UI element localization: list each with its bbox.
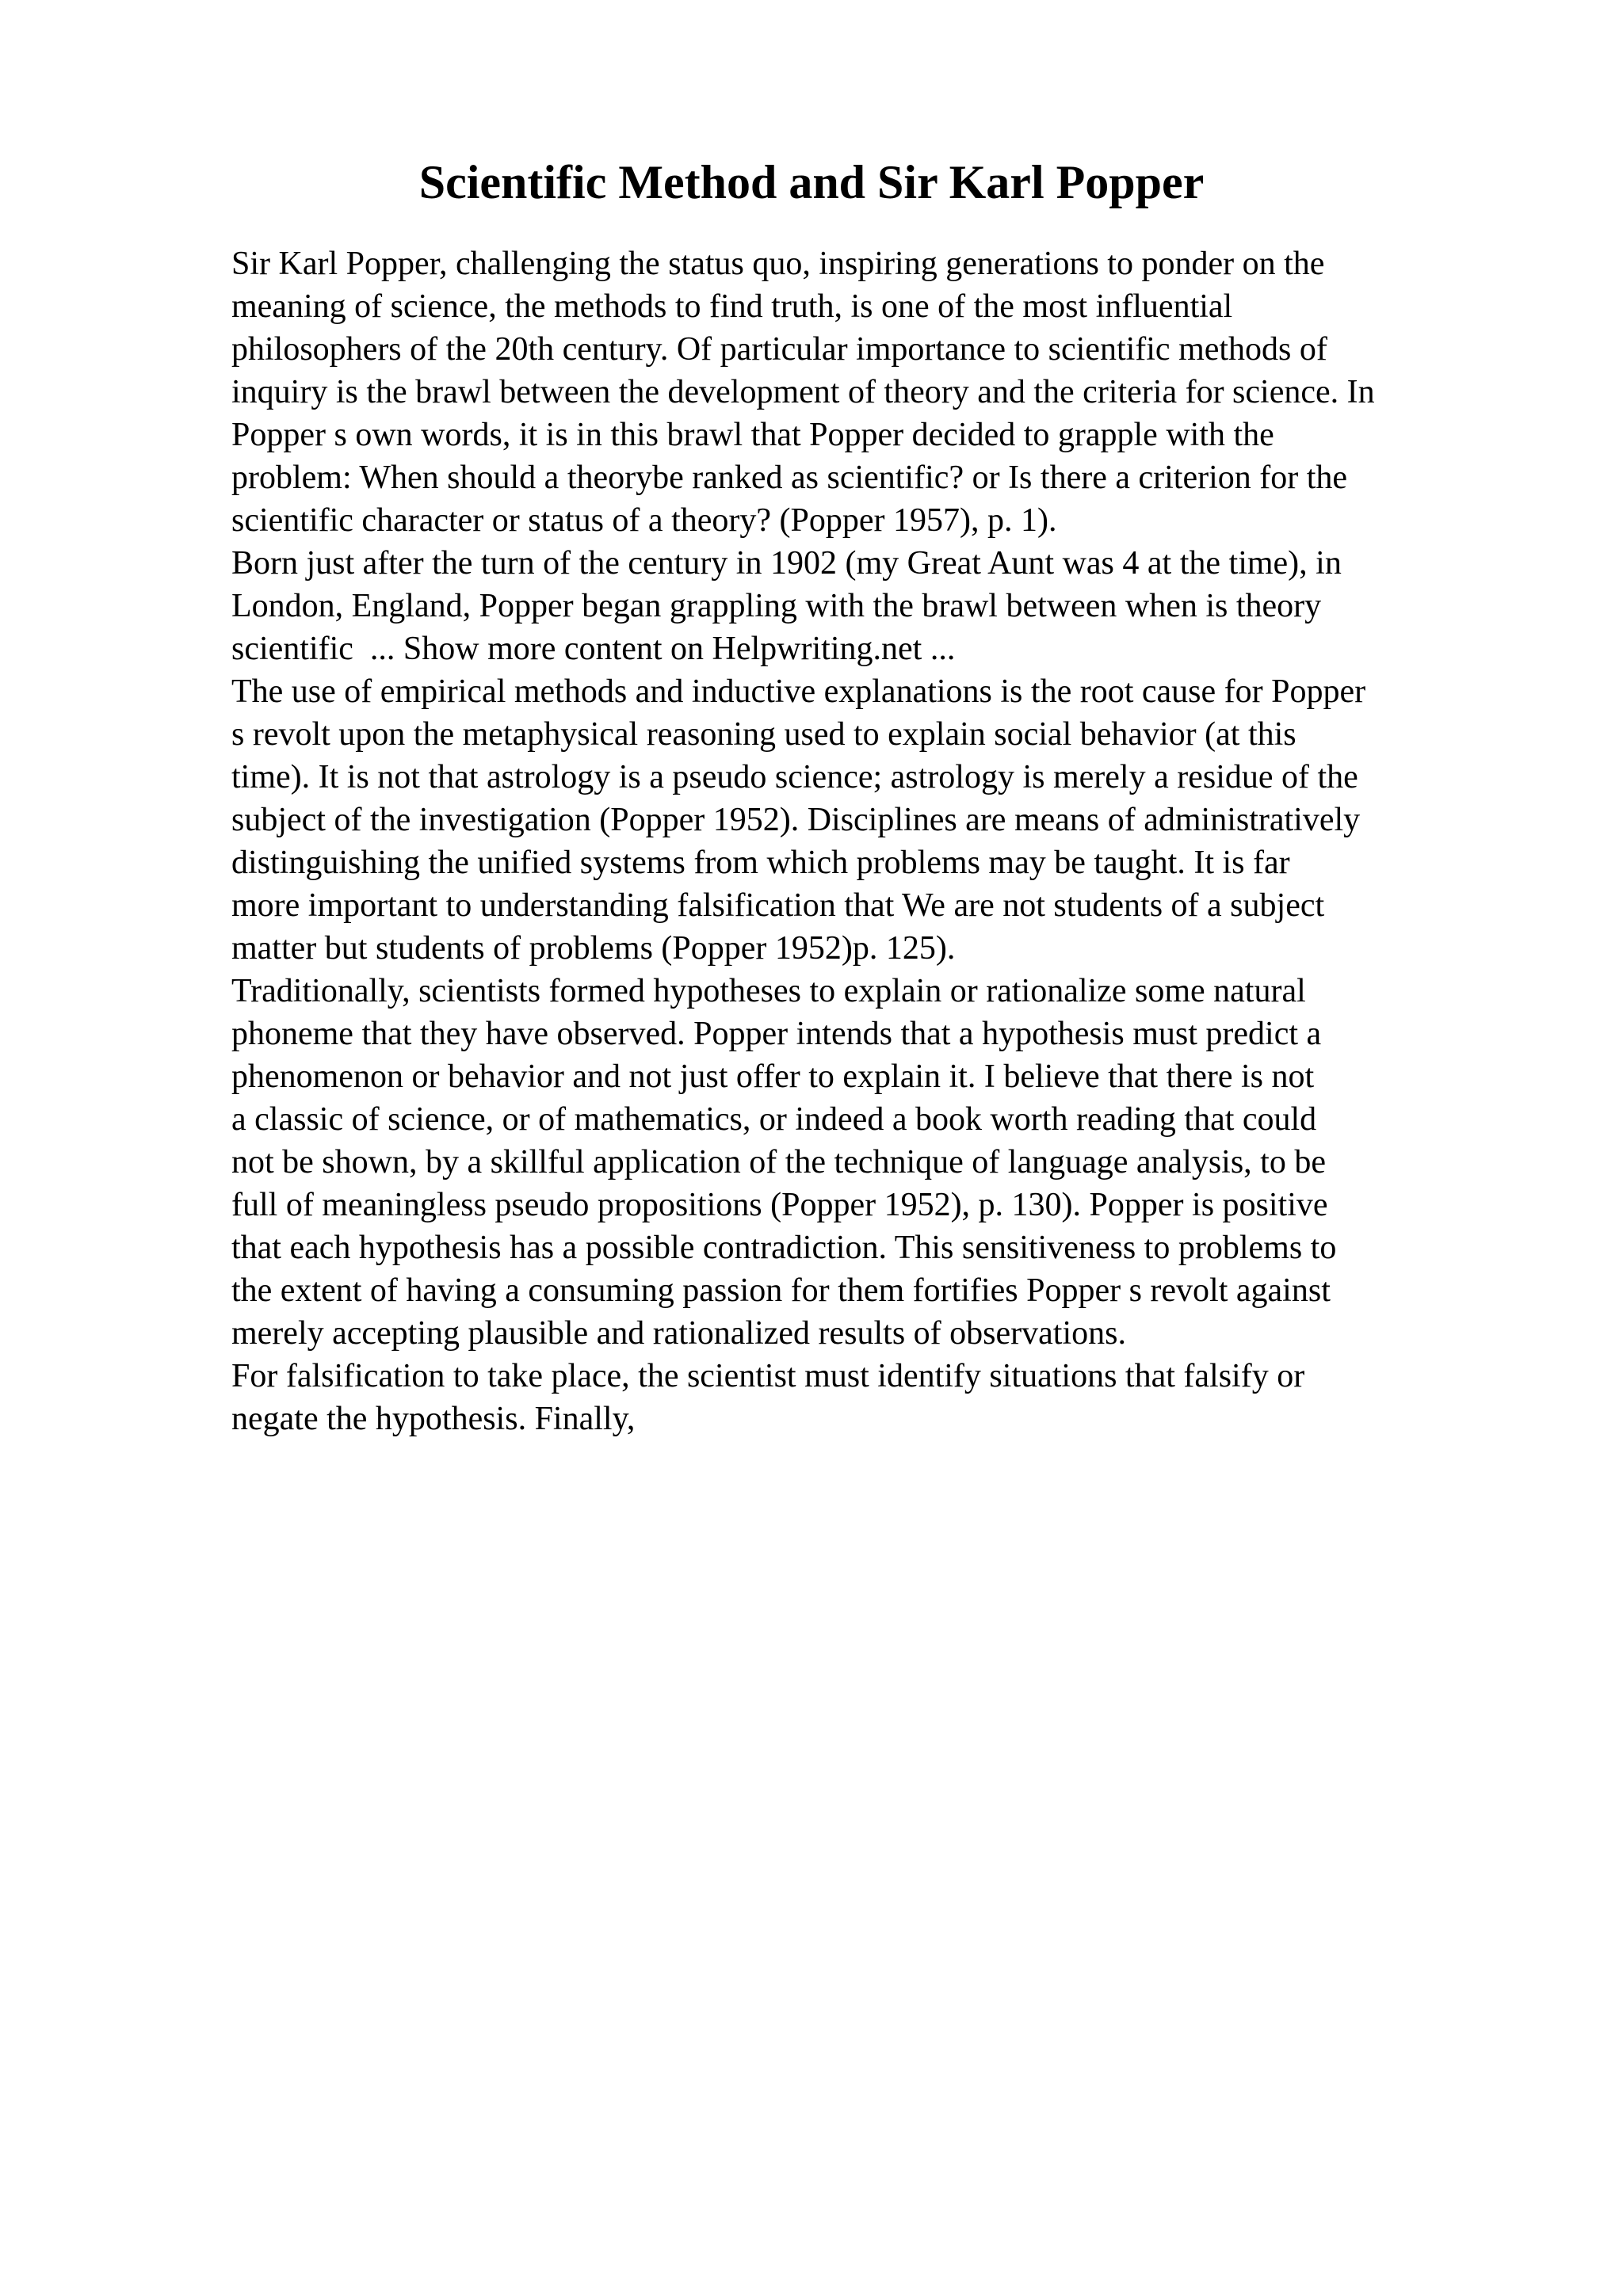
text-line: more important to understanding falsification that We are not students of a subject: [231, 887, 1325, 924]
text-line: subject of the investigation (Popper 1952). Disciplines are means of administratively: [231, 802, 1361, 838]
text-line: Traditionally, scientists formed hypotheses to explain or rationalize some natural: [231, 973, 1306, 1009]
text-line: phenomenon or behavior and not just offer to explain it. I believe that there is not: [231, 1058, 1315, 1095]
text-line: scientific character or status of a theory? (Popper 1957), p. 1).: [231, 502, 1057, 539]
document-body: [231, 242, 1515, 1440]
text-line: Popper s own words, it is in this brawl that Popper decided to grapple with the: [231, 417, 1274, 453]
text-line: distinguishing the unified systems from which problems may be taught. It is far: [231, 845, 1290, 881]
text-line: not be shown, by a skillful application of the technique of language analysis, to be: [231, 1144, 1326, 1180]
text-line: scientific ... Show more content on Helpwriting.net ...: [231, 631, 956, 667]
text-line: merely accepting plausible and rationalized results of observations.: [231, 1315, 1126, 1352]
text-line: matter but students of problems (Popper 1952)p. 125).: [231, 930, 956, 967]
text-line: negate the hypothesis. Finally,: [231, 1401, 636, 1437]
text-line: s revolt upon the metaphysical reasoning used to explain social behavior (at this: [231, 716, 1296, 753]
text-line: For falsification to take place, the scientist must identify situations that falsify or: [231, 1358, 1305, 1394]
text-line: the extent of having a consuming passion for them fortifies Popper s revolt against: [231, 1272, 1331, 1309]
text-line: that each hypothesis has a possible contradiction. This sensitiveness to problems to: [231, 1230, 1337, 1266]
document-title: Scientific Method and Sir Karl Popper: [418, 156, 1205, 208]
text-line: philosophers of the 20th century. Of particular importance to scientific methods of: [231, 331, 1327, 368]
text-line: a classic of science, or of mathematics, or indeed a book worth reading that could: [231, 1101, 1317, 1138]
text-line: meaning of science, the methods to find truth, is one of the most influential: [231, 288, 1233, 325]
text-line: The use of empirical methods and inductive explanations is the root cause for Popper: [231, 673, 1366, 710]
text-line: full of meaningless pseudo propositions (Popper 1952), p. 130). Popper is positive: [231, 1187, 1328, 1223]
text-line: Sir Karl Popper, challenging the status quo, inspiring generations to ponder on the: [231, 246, 1325, 282]
text-line: problem: When should a theorybe ranked as scientific? or Is there a criterion for the: [231, 460, 1348, 496]
text-line: time). It is not that astrology is a pseudo science; astrology is merely a residue of the: [231, 759, 1358, 795]
text-line: Born just after the turn of the century in 1902 (my Great Aunt was 4 at the time), in: [231, 545, 1342, 582]
text-line: phoneme that they have observed. Popper intends that a hypothesis must predict a: [231, 1016, 1322, 1052]
text-line: inquiry is the brawl between the development of theory and the criteria for science. In: [231, 374, 1375, 410]
text-line: London, England, Popper began grappling with the brawl between when is theory: [231, 588, 1322, 624]
